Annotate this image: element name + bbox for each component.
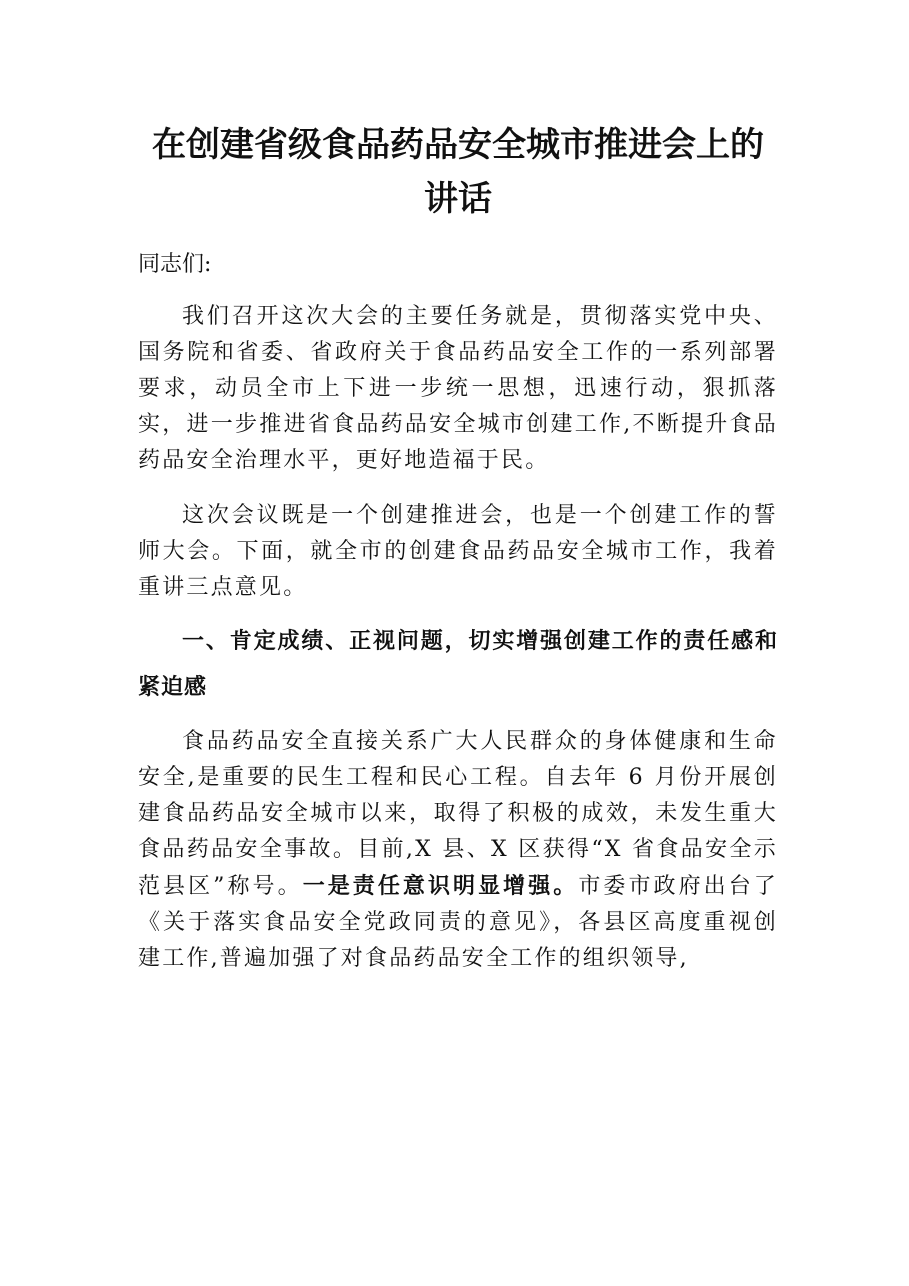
paragraph-3 [138, 724, 778, 977]
paragraph-1: 我们召开这次大会的主要任务就是，贯彻落实党中央、国务院和省委、省政府关于食品药品安全工作的一系列部署要求，动员全市上下进一步统一思想，迅速行动，狠抓落实，进一步推进省食品药品安全城市创建工作,不断提升食品药品安全治理水平，更好地造福于民。 [138, 304, 778, 473]
paragraph-2: 这次会议既是一个创建推进会，也是一个创建工作的誓师大会。下面，就全市的创建食品药品安全城市工作，我着重讲三点意见。 [138, 503, 778, 600]
paragraph-3-text-start: 食品药品安全直接关系广大人民群众的身体健康和生命安全,是重要的民生工程和民心工程。自去年 6 月份开展创建食品药品安全城市以来，取得了积极的成效，未发生重大食品药品安全事故。目前,X 县、X 区获得“X 省食品安全示范县区”称号。 [138, 729, 778, 899]
document-title: 在创建省级食品药品安全城市推进会上的讲话 [152, 125, 764, 219]
paragraph-3-text-end: 市委市政府出台了《关于落实食品安全党政同责的意见》，各县区高度重视创建工作,普遍加强了对食品药品安全工作的组织领导, [138, 874, 779, 971]
document-page [138, 118, 778, 977]
section-1-heading: 一、肯定成绩、正视问题，切实增强创建工作的责任感和紧迫感 [138, 628, 778, 700]
paragraph-3-bold-phrase: 一是责任意识明显增强。 [302, 873, 579, 899]
salutation: 同志们: [138, 252, 212, 277]
